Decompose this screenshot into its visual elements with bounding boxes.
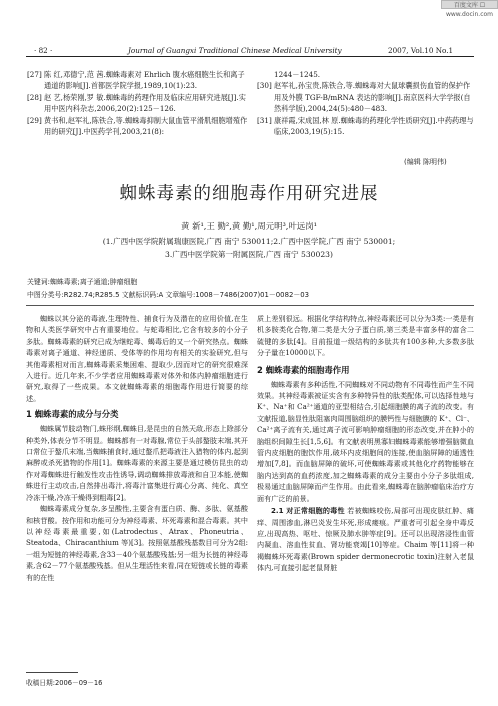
- article-authors: 黄 新¹,王 勤²,黄 勤¹,周元明³,叶远岗¹: [181, 221, 317, 231]
- body-paragraph: 蜘蛛毒素有多种活性,不同蜘蛛对不同动物有不同毒性而产生不同效果。其神经毒素被证实含有多种特异性的肽类配体,可以选择性地与 K⁺、Na⁺和 Ca²⁺通道的亚型相结合,引起细胞膜的离子流的改变。有文献报道,脑显性肽阻塞肉周围脑组织的膜钙性与细胞膜的 K⁺、Cl⁻、Ca²⁺离子流有关,通过离子流可影响肿瘤细胞的形态改变,并在肿小的脑组织间隙生长[1,5,6]。有文献表明黑寡妇蜘蛛毒素能够增强脑微血管内皮细胞的胞饮作用,破坏内皮细胞间的连接,使血脑屏障的通透性增加[7,8]。而血脑屏障的破坏,可使蜘蛛毒素或其他化疗药物能够在脑内达到高的血药浓度,加之蜘蛛毒素的成分主要由小分子多肽组成,极易通过血脑屏障而产生作用。由此看来,蜘蛛毒在脑肿瘤临床治疗方面有广泛的前景。: [257, 379, 474, 503]
- body-paragraph: 蜘蛛属节肢动物门,蛛形纲,蜘蛛目,是昆虫的自然天敌,形态上除部分种类外,体表分节不明显。蜘蛛都有一对毒腺,常位于头部螯肢末端,其开口常位于螯爪末端,当蜘蛛捕食时,通过螯爪把毒液注入猎物的体内,起到麻醉或杀死猎物的作用[1]。蜘蛛毒素的来源主要是通过模仿昆虫的动作对毒蜘蛛进行触发性攻击性诱导,调动蜘蛛排放毒液和自卫本能,使蜘蛛进行主动攻击,自然排出毒汁,将毒汁富集进行离心分离、纯化、真空冷冻干燥,冷冻干燥得到粗毒[2]。: [26, 424, 248, 502]
- reference-number: [30]: [257, 81, 272, 91]
- references-right: [257, 69, 474, 137]
- received-date: 收稿日期:2006－09－16: [26, 679, 103, 687]
- reference-text: 陈 红,邓德宁,范 茜.蜘蛛毒素对 Ehrlich 腹水癌细胞生长和离子通道的影响[J].首都医学院学报,1989,10(1):23.: [44, 70, 245, 91]
- reference-number: [31]: [257, 115, 272, 125]
- body-paragraph: 质上差别很远。根据化学结构特点,神经毒素还可以分为3类:一类是有机多胺类化合物,第二类是大分子蛋白质,第三类是丰富多样的富含二硫键的多肽[4]。目前报道一级结构的多肽共有100多种,大多数多肽分子量在10000以下。: [257, 314, 474, 358]
- section-heading: 2 蜘蛛毒素的细胞毒作用: [257, 364, 350, 375]
- editor-signature: (编辑 陈明伟): [404, 158, 447, 166]
- references-left: [27, 69, 249, 137]
- keywords: 关键词:蜘蛛毒素;离子通道;肿瘤细胞: [27, 278, 138, 286]
- reference-number: [28]: [27, 92, 42, 102]
- footnote-rule: [26, 672, 78, 673]
- subsection-block: [257, 505, 474, 573]
- reference-text: 赵 艺,杨荣刚,罗 敏.蜘蛛毒的药理作用及临床应用研究进展[J].实用中医内科杂志,2006,20(2):125－126.: [44, 92, 246, 114]
- classification-line: 中图分类号:R282.74;R285.5 文献标识码:A 文章编号:1008－7486(2007)01－0082－03: [27, 291, 309, 299]
- body-left-column: [26, 313, 248, 583]
- body-right-column: [257, 313, 474, 574]
- affiliation-line: 3.广西中医学院第一附属医院,广西 南宁 530023): [165, 250, 333, 259]
- page-number: · 82 ·: [34, 46, 53, 55]
- reference-item: [257, 115, 474, 138]
- journal-name: Journal of Guangxi Traditional Chinese Medical University: [128, 46, 342, 55]
- reference-item: [257, 69, 474, 80]
- reference-text: 黄书和,赵军礼,陈铁合,等.蜘蛛毒抑制大鼠血管平滑肌细胞增殖作用的研究[J].中医药学刊,2003,21(8):: [44, 115, 248, 137]
- subsection-paragraph: [257, 505, 474, 573]
- subsection-heading: 2.1 对正常细胞的毒性: [271, 506, 345, 516]
- issue-info: 2007, Vol.10 No.1: [388, 46, 454, 55]
- reference-item: [27, 69, 249, 92]
- reference-text: 赵军礼,孙宝贵,陈铁合,等.蜘蛛毒对大鼠球囊损伤血管的保护作用及外膜 TGF-B/mRNA 表达的影响[J].南京医科大学学报(自然科学版),2004,24(5):480－483.: [274, 81, 471, 114]
- reference-item: [257, 80, 474, 114]
- article-title: 蜘蛛毒素的细胞毒作用研究进展: [119, 184, 379, 204]
- reference-item: [27, 115, 249, 138]
- reference-number: [29]: [27, 115, 42, 125]
- watermark-badge: 百度文库 ☐ www.docin.com: [441, 0, 498, 9]
- section-heading: 1 蜘蛛毒素的成分与分类: [26, 409, 119, 420]
- intro-paragraph: 蜘蛛以其分泌的毒液,生理特性、捕食行为及潜在的应用价值,在生物和人类医学研究中占有重要地位。与蛇毒相比,它含有较多的小分子多肽。蜘蛛毒素的研究已成为继蛇毒、蝎毒后的又一个研究热点。蜘蛛毒素对离子通道、神经递质、受体等的作用均有相关的实验研究,但与其他毒素相对而言,蜘蛛毒素采集困难、提取少,因而对它的研究很难深入进行。近几年来,不少学者应用蜘蛛毒素对体外和体内肿瘤细胞进行研究,取得了一些成果。本文就蜘蛛毒素的细胞毒作用进行简要的综述。: [26, 314, 248, 403]
- reference-item: [27, 92, 249, 115]
- reference-number: [27]: [27, 70, 42, 79]
- reference-text: 1244－1245.: [274, 70, 321, 79]
- affiliation-line: (1.广西中医学院附属瑞康医院,广西 南宁 530011;2.广西中医学院,广西 南宁 530001;: [102, 237, 396, 246]
- body-rule: [26, 305, 474, 306]
- header-rule: [26, 56, 474, 57]
- subsection-text: 若被蜘蛛咬伤,局部可出现皮肤红肿、痛痒、周围渗血,淋巴炎发生坏死,形成瘘痕。严重者可引起全身中毒反应,出现高热、呕吐、惊厥及肺水肿等症[9]。还可以出现溶浸性血管内凝血、溶血性贫血、肾功能衰竭[10]等症。Chaim 等[11]将一种褐蜘蛛坏死毒素(Brown spider dermonecrotic toxin)注射入老鼠体内,可直接引起老鼠肾脏: [257, 506, 474, 573]
- body-paragraph: 蜘蛛毒素成分复杂,多呈酸性,主要含有蛋白质、酶、多肽、氨基酸和核苷酸。按作用和功能可分为神经毒素、坏死毒素和混合毒素。其中以神经毒素最重要,如(Latrodectus、Atrax、Phoneutria、Steatoda、Chiracanthium 等)[3]。按照氨基酸残基数目可分为2组:一组为短链的神经毒素,含33－40个氨基酸残基;另一组为长链的神经毒素,含62－77个氨基酸残基。但从生理活性来看,同在短链或长链的毒素有的在性: [26, 504, 248, 582]
- reference-text: 康祥霞,宋成国,林 原.蜘蛛毒的药理化学性质研究[J].中药药理与临床,2003,19(5):15.: [274, 115, 474, 137]
